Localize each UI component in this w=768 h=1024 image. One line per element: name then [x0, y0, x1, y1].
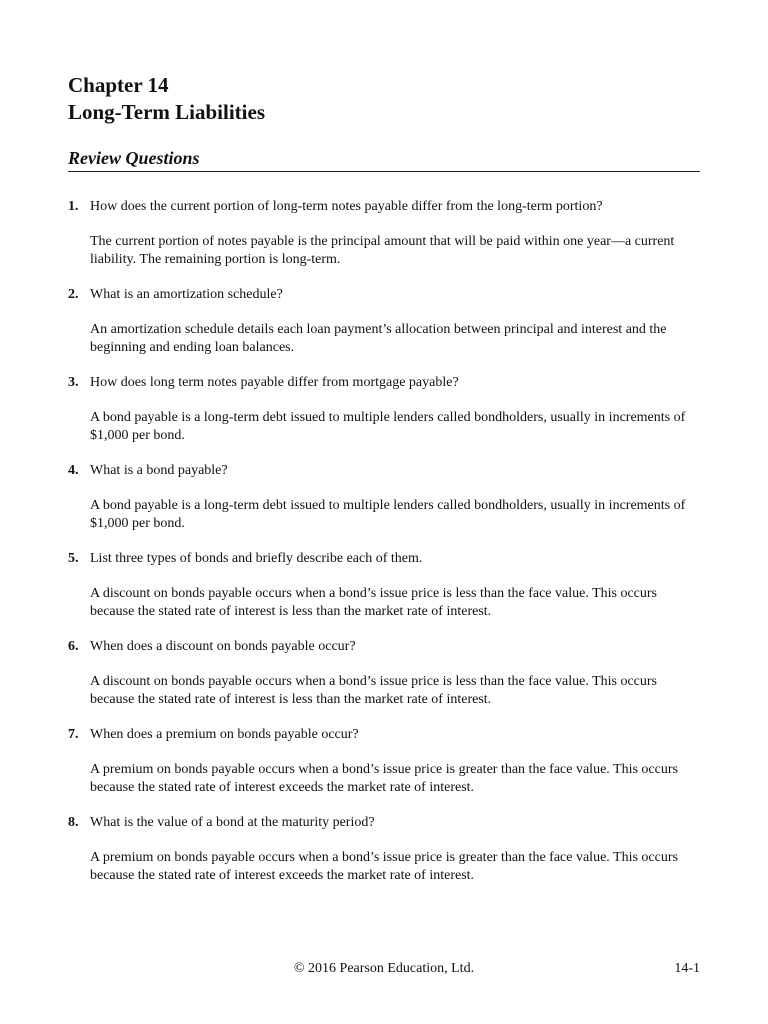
review-questions-list	[68, 198, 700, 902]
question-text: How does the current portion of long-term notes payable differ from the long-term portion?	[90, 199, 603, 214]
answer-text: A bond payable is a long-term debt issued to multiple lenders called bondholders, usually in increments of $1,000 per bond.	[90, 498, 686, 531]
question-text: What is the value of a bond at the maturity period?	[90, 815, 375, 830]
question-text: When does a discount on bonds payable occur?	[90, 639, 356, 654]
question-number: 5.	[68, 551, 79, 566]
answer-text: A premium on bonds payable occurs when a bond’s issue price is greater than the face value. This occurs because the stated rate of interest exceeds the market rate of interest.	[90, 850, 678, 883]
question-item	[68, 814, 700, 885]
question-item	[68, 198, 700, 269]
answer-text: A discount on bonds payable occurs when a bond’s issue price is less than the face value. This occurs because the stated rate of interest is less than the market rate of interest.	[90, 586, 657, 619]
question-number: 7.	[68, 727, 79, 742]
question-item	[68, 726, 700, 797]
footer-copyright: © 2016 Pearson Education, Ltd.	[293, 961, 475, 976]
answer-text: An amortization schedule details each loan payment’s allocation between principal and interest and the beginning and ending loan balances.	[90, 322, 667, 355]
question-item	[68, 286, 700, 357]
question-item	[68, 638, 700, 709]
question-text: When does a premium on bonds payable occur?	[90, 727, 359, 742]
answer-text: A premium on bonds payable occurs when a bond’s issue price is greater than the face value. This occurs because the stated rate of interest exceeds the market rate of interest.	[90, 762, 678, 795]
question-item	[68, 462, 700, 533]
question-item	[68, 374, 700, 445]
answer-text: A bond payable is a long-term debt issued to multiple lenders called bondholders, usually in increments of $1,000 per bond.	[90, 410, 686, 443]
question-number: 4.	[68, 463, 79, 478]
chapter-heading	[68, 72, 265, 126]
question-number: 3.	[68, 375, 79, 390]
question-number: 6.	[68, 639, 79, 654]
question-item	[68, 550, 700, 621]
chapter-title: Long-Term Liabilities	[68, 100, 265, 124]
section-title: Review Questions	[68, 147, 700, 172]
question-text: What is a bond payable?	[90, 463, 228, 478]
question-number: 2.	[68, 287, 79, 302]
footer-page-number: 14-1	[674, 961, 700, 976]
answer-text: The current portion of notes payable is the principal amount that will be paid within one year—a current liability. The remaining portion is long-term.	[90, 234, 675, 267]
chapter-number: Chapter 14	[68, 73, 169, 97]
question-number: 1.	[68, 199, 79, 214]
question-text: How does long term notes payable differ from mortgage payable?	[90, 375, 459, 390]
question-number: 8.	[68, 815, 79, 830]
answer-text: A discount on bonds payable occurs when a bond’s issue price is less than the face value. This occurs because the stated rate of interest is less than the market rate of interest.	[90, 674, 657, 707]
question-text: What is an amortization schedule?	[90, 287, 283, 302]
question-text: List three types of bonds and briefly describe each of them.	[90, 551, 423, 566]
